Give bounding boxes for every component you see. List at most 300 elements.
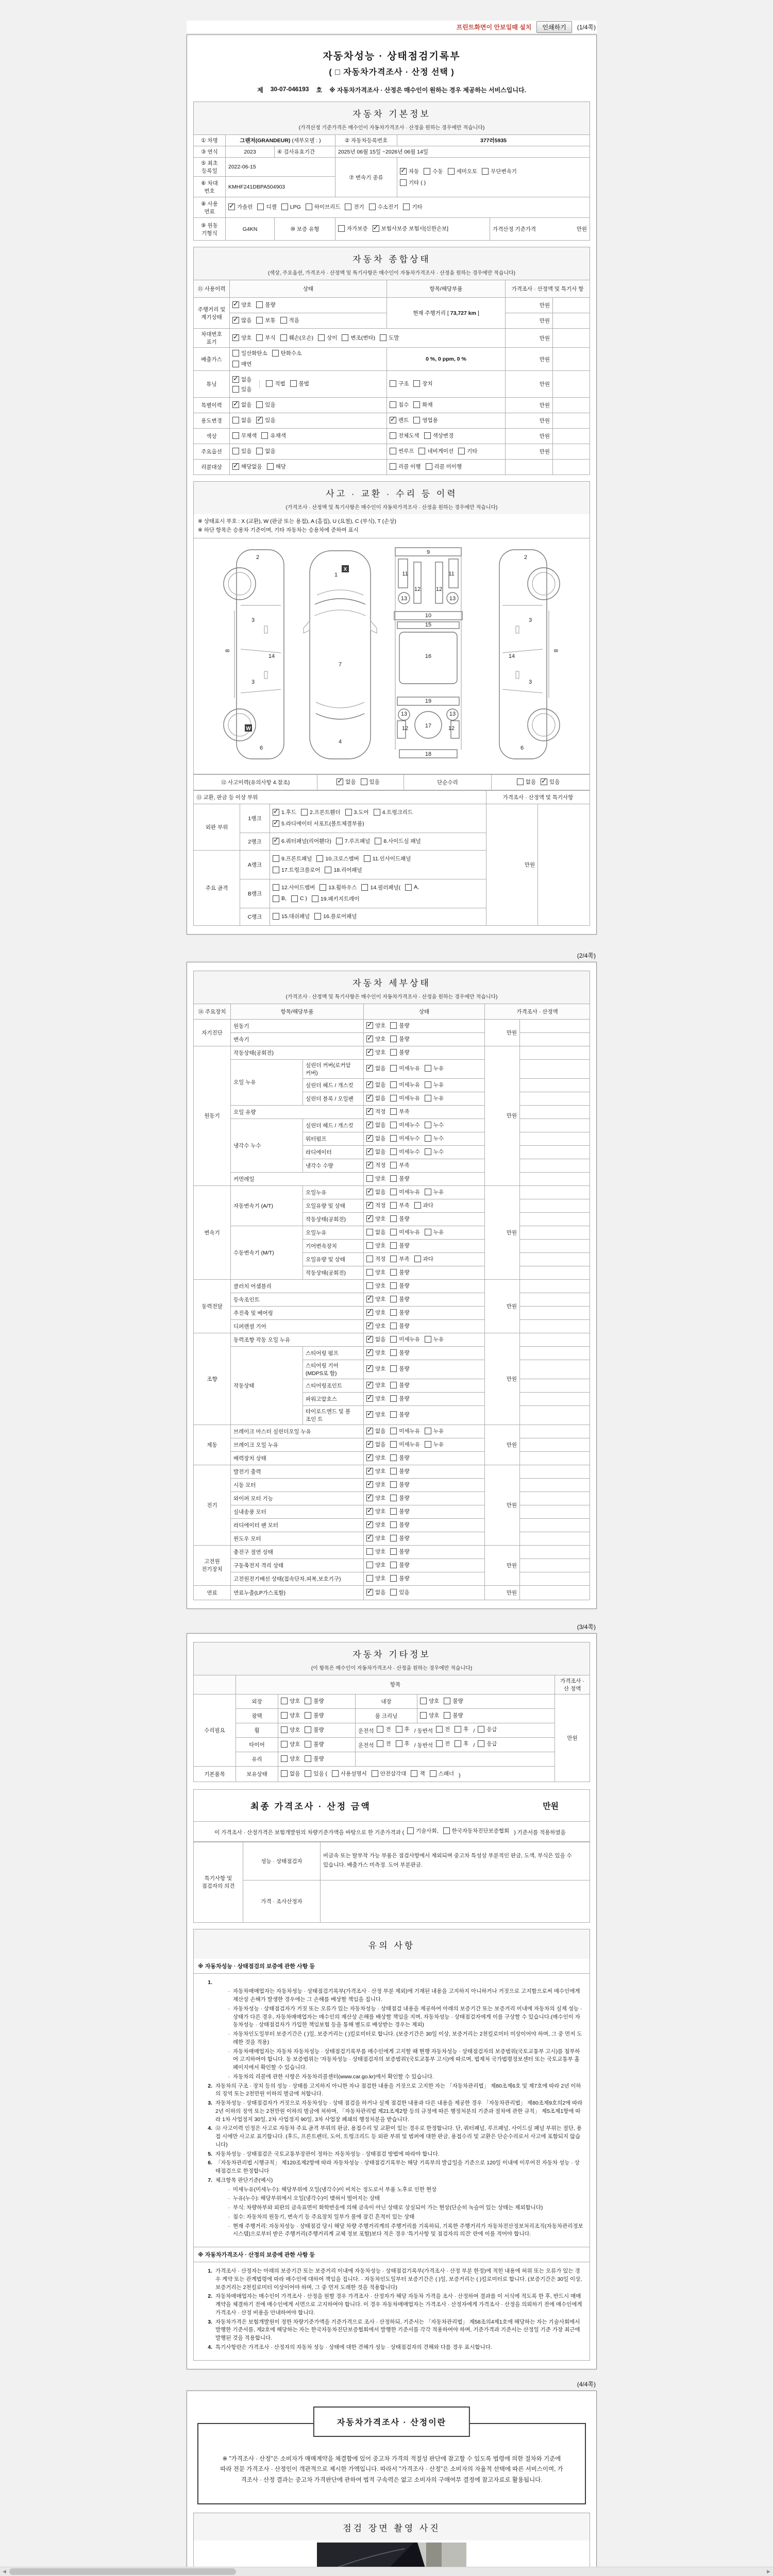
checkbox-option[interactable] [256,401,275,409]
checkbox-option[interactable] [390,1228,420,1236]
checkbox-unchecked-icon[interactable] [396,1726,402,1733]
checkbox-option[interactable] [390,1108,409,1115]
checkbox-checked-icon[interactable] [256,417,263,423]
checkbox-unchecked-icon[interactable] [482,168,489,175]
checkbox-unchecked-icon[interactable] [272,350,279,357]
checkbox-option[interactable] [390,1381,409,1389]
checkbox-unchecked-icon[interactable] [305,1726,311,1733]
checkbox-option[interactable] [390,1534,409,1542]
checkbox-option[interactable] [366,1148,385,1156]
checkbox-option[interactable] [369,203,399,211]
checkbox-checked-icon[interactable] [273,820,279,827]
checkbox-unchecked-icon[interactable] [366,1548,373,1555]
checkbox-option[interactable] [281,1740,300,1748]
checkbox-unchecked-icon[interactable] [455,1740,461,1747]
checkbox-unchecked-icon[interactable] [436,1726,443,1733]
checkbox-option[interactable] [390,1148,420,1156]
checkbox-option[interactable] [375,837,421,845]
checkbox-checked-icon[interactable] [366,1122,373,1128]
checkbox-unchecked-icon[interactable] [425,1189,431,1195]
checkbox-option[interactable] [413,416,438,424]
checkbox-option[interactable] [266,380,285,387]
checkbox-checked-icon[interactable] [232,301,239,308]
checkbox-option[interactable] [256,301,275,309]
checkbox-unchecked-icon[interactable] [411,1770,417,1777]
checkbox-option[interactable] [390,1201,409,1209]
checkbox-option[interactable] [366,1395,385,1402]
checkbox-unchecked-icon[interactable] [390,1365,397,1372]
checkbox-option[interactable] [443,1827,510,1835]
checkbox-unchecked-icon[interactable] [390,1049,397,1056]
checkbox-option[interactable] [390,1427,420,1435]
checkbox-unchecked-icon[interactable] [414,1256,421,1262]
checkbox-unchecked-icon[interactable] [390,1428,397,1434]
checkbox-option[interactable] [377,1725,391,1733]
checkbox-checked-icon[interactable] [366,1336,373,1343]
checkbox-unchecked-icon[interactable] [280,334,287,341]
checkbox-unchecked-icon[interactable] [281,1698,288,1704]
checkbox-unchecked-icon[interactable] [369,204,376,210]
checkbox-option[interactable] [380,334,399,342]
checkbox-checked-icon[interactable] [366,1589,373,1596]
checkbox-option[interactable] [366,1295,385,1303]
checkbox-unchecked-icon[interactable] [390,1135,397,1142]
checkbox-unchecked-icon[interactable] [390,1036,397,1042]
checkbox-unchecked-icon[interactable] [390,1022,397,1029]
checkbox-option[interactable] [458,447,477,455]
checkbox-option[interactable] [390,1548,409,1555]
checkbox-option[interactable] [425,1134,444,1142]
checkbox-option[interactable] [290,380,309,387]
checkbox-option[interactable] [390,1411,409,1418]
checkbox-option[interactable] [291,895,307,902]
checkbox-option[interactable] [366,1427,385,1435]
checkbox-unchecked-icon[interactable] [374,809,380,816]
checkbox-unchecked-icon[interactable] [390,1495,397,1501]
checkbox-checked-icon[interactable] [228,204,235,210]
checkbox-unchecked-icon[interactable] [425,1122,431,1128]
checkbox-option[interactable] [413,380,432,387]
checkbox-option[interactable] [366,1268,385,1276]
checkbox-option[interactable] [232,349,267,357]
checkbox-unchecked-icon[interactable] [407,1827,414,1834]
checkbox-option[interactable] [418,447,453,455]
checkbox-option[interactable] [377,1740,391,1748]
checkbox-unchecked-icon[interactable] [390,1256,397,1262]
checkbox-checked-icon[interactable] [273,838,279,844]
checkbox-unchecked-icon[interactable] [424,432,431,439]
checkbox-checked-icon[interactable] [337,778,343,785]
checkbox-option[interactable] [306,203,341,211]
checkbox-checked-icon[interactable] [366,1411,373,1418]
checkbox-unchecked-icon[interactable] [413,401,420,408]
checkbox-checked-icon[interactable] [541,778,547,785]
checkbox-option[interactable] [407,1827,439,1835]
checkbox-unchecked-icon[interactable] [390,1323,397,1329]
checkbox-option[interactable] [320,884,357,891]
checkbox-unchecked-icon[interactable] [273,867,279,873]
checkbox-option[interactable] [366,1335,385,1343]
checkbox-option[interactable] [273,855,312,862]
checkbox-option[interactable] [390,1255,409,1263]
checkbox-option[interactable] [273,808,296,816]
checkbox-option[interactable] [366,1215,385,1223]
checkbox-unchecked-icon[interactable] [396,1740,402,1747]
checkbox-option[interactable] [390,1161,409,1169]
checkbox-checked-icon[interactable] [366,1323,373,1329]
checkbox-checked-icon[interactable] [366,1135,373,1142]
checkbox-unchecked-icon[interactable] [425,1065,431,1072]
checkbox-option[interactable] [305,1726,324,1734]
checkbox-option[interactable] [390,1048,409,1056]
checkbox-option[interactable] [390,1242,409,1249]
checkbox-unchecked-icon[interactable] [420,1698,427,1704]
checkbox-option[interactable] [257,203,276,211]
checkbox-unchecked-icon[interactable] [380,334,386,341]
checkbox-unchecked-icon[interactable] [425,1336,431,1343]
checkbox-option[interactable] [366,1454,385,1462]
checkbox-checked-icon[interactable] [366,1095,373,1101]
checkbox-unchecked-icon[interactable] [256,301,263,308]
checkbox-unchecked-icon[interactable] [425,1428,431,1434]
checkbox-unchecked-icon[interactable] [320,884,326,891]
checkbox-option[interactable] [305,1755,324,1762]
checkbox-option[interactable] [436,1740,450,1748]
checkbox-option[interactable] [305,1697,324,1705]
checkbox-option[interactable] [478,1740,497,1748]
checkbox-unchecked-icon[interactable] [366,1269,373,1276]
checkbox-option[interactable] [256,316,275,324]
checkbox-option[interactable] [273,895,287,902]
checkbox-unchecked-icon[interactable] [390,1148,397,1155]
checkbox-option[interactable] [390,1134,420,1142]
checkbox-unchecked-icon[interactable] [390,1535,397,1541]
checkbox-checked-icon[interactable] [366,1065,373,1072]
checkbox-checked-icon[interactable] [366,1296,373,1302]
checkbox-unchecked-icon[interactable] [377,1740,383,1747]
checkbox-unchecked-icon[interactable] [413,417,420,423]
checkbox-option[interactable] [305,1770,327,1777]
checkbox-option[interactable] [281,1755,300,1762]
checkbox-unchecked-icon[interactable] [390,463,396,470]
checkbox-unchecked-icon[interactable] [366,1175,373,1182]
checkbox-unchecked-icon[interactable] [405,884,412,891]
checkbox-option[interactable] [261,432,285,439]
checkbox-option[interactable] [366,1064,385,1072]
checkbox-option[interactable] [373,225,448,232]
checkbox-unchecked-icon[interactable] [345,204,351,210]
checkbox-unchecked-icon[interactable] [390,1122,397,1128]
checkbox-unchecked-icon[interactable] [390,1309,397,1316]
checkbox-unchecked-icon[interactable] [390,1229,397,1235]
checkbox-option[interactable] [390,1454,409,1462]
checkbox-option[interactable] [444,1711,463,1719]
checkbox-option[interactable] [390,1467,409,1475]
checkbox-option[interactable] [366,1188,385,1196]
checkbox-option[interactable] [366,1094,385,1102]
checkbox-option[interactable] [390,1309,409,1316]
checkbox-unchecked-icon[interactable] [390,1575,397,1582]
checkbox-option[interactable] [273,837,331,845]
checkbox-unchecked-icon[interactable] [305,1755,311,1762]
checkbox-unchecked-icon[interactable] [390,1215,397,1222]
checkbox-option[interactable] [390,1322,409,1330]
checkbox-option[interactable] [390,1561,409,1569]
checkbox-unchecked-icon[interactable] [305,1741,311,1748]
checkbox-unchecked-icon[interactable] [517,778,524,785]
checkbox-option[interactable] [232,432,257,439]
checkbox-option[interactable] [232,416,251,424]
checkbox-option[interactable] [541,778,560,786]
checkbox-option[interactable] [372,1770,407,1777]
checkbox-unchecked-icon[interactable] [425,1081,431,1088]
checkbox-unchecked-icon[interactable] [281,1770,288,1777]
checkbox-unchecked-icon[interactable] [424,168,430,175]
checkbox-unchecked-icon[interactable] [305,1770,311,1777]
checkbox-option[interactable] [405,884,419,891]
checkbox-option[interactable] [312,895,359,903]
checkbox-unchecked-icon[interactable] [290,380,297,387]
horizontal-scrollbar[interactable] [0,2567,773,2576]
checkbox-option[interactable] [430,1770,454,1777]
checkbox-option[interactable] [366,1467,385,1475]
checkbox-option[interactable] [444,1697,463,1705]
checkbox-unchecked-icon[interactable] [305,1712,311,1719]
checkbox-option[interactable] [366,1228,385,1236]
checkbox-option[interactable] [425,1064,444,1072]
checkbox-option[interactable] [316,855,359,862]
checkbox-option[interactable] [342,334,375,342]
checkbox-option[interactable] [390,401,409,409]
checkbox-unchecked-icon[interactable] [390,1508,397,1515]
checkbox-option[interactable] [281,1697,300,1705]
checkbox-unchecked-icon[interactable] [444,1698,450,1704]
checkbox-option[interactable] [267,463,286,470]
checkbox-unchecked-icon[interactable] [366,1229,373,1235]
checkbox-option[interactable] [273,884,315,891]
checkbox-option[interactable] [366,1048,385,1056]
checkbox-unchecked-icon[interactable] [430,1770,436,1777]
checkbox-unchecked-icon[interactable] [455,1726,461,1733]
checkbox-unchecked-icon[interactable] [390,1468,397,1475]
checkbox-checked-icon[interactable] [273,809,279,816]
checkbox-option[interactable] [345,203,364,211]
checkbox-option[interactable] [425,1335,444,1343]
checkbox-option[interactable] [400,179,426,187]
checkbox-option[interactable] [390,1481,409,1488]
checkbox-unchecked-icon[interactable] [390,1162,397,1168]
checkbox-option[interactable] [424,167,443,175]
checkbox-unchecked-icon[interactable] [306,204,312,210]
checkbox-unchecked-icon[interactable] [390,1269,397,1276]
checkbox-checked-icon[interactable] [366,1148,373,1155]
checkbox-option[interactable] [403,203,422,211]
checkbox-unchecked-icon[interactable] [273,895,279,902]
checkbox-option[interactable] [425,1121,444,1129]
checkbox-option[interactable] [366,1534,385,1542]
checkbox-option[interactable] [366,1309,385,1316]
checkbox-unchecked-icon[interactable] [256,317,263,324]
checkbox-unchecked-icon[interactable] [390,1095,397,1101]
checkbox-unchecked-icon[interactable] [443,1827,450,1834]
checkbox-checked-icon[interactable] [366,1309,373,1316]
checkbox-option[interactable] [396,1725,410,1733]
checkbox-unchecked-icon[interactable] [458,448,465,454]
checkbox-checked-icon[interactable] [232,401,239,408]
checkbox-option[interactable] [390,1588,409,1596]
checkbox-unchecked-icon[interactable] [390,1562,397,1568]
checkbox-unchecked-icon[interactable] [377,1726,383,1733]
checkbox-checked-icon[interactable] [390,417,396,423]
checkbox-option[interactable] [400,167,419,175]
scroll-right-arrow[interactable]: ▶ [764,2567,773,2576]
checkbox-option[interactable] [281,204,301,210]
checkbox-unchecked-icon[interactable] [338,225,345,232]
checkbox-option[interactable] [366,1322,385,1330]
checkbox-unchecked-icon[interactable] [390,1175,397,1182]
checkbox-option[interactable] [366,1548,385,1555]
checkbox-unchecked-icon[interactable] [342,334,348,341]
checkbox-option[interactable] [366,1411,385,1418]
checkbox-unchecked-icon[interactable] [366,1256,373,1262]
checkbox-option[interactable] [280,316,299,324]
checkbox-option[interactable] [517,778,536,786]
checkbox-unchecked-icon[interactable] [426,463,432,470]
checkbox-unchecked-icon[interactable] [273,884,279,891]
checkbox-option[interactable] [273,866,320,874]
checkbox-option[interactable] [281,1711,300,1719]
checkbox-option[interactable] [390,1282,409,1290]
checkbox-checked-icon[interactable] [232,463,239,470]
checkbox-checked-icon[interactable] [366,1382,373,1388]
checkbox-option[interactable] [232,401,251,409]
checkbox-option[interactable] [256,334,275,342]
checkbox-unchecked-icon[interactable] [345,809,352,816]
checkbox-checked-icon[interactable] [366,1508,373,1515]
checkbox-unchecked-icon[interactable] [318,334,325,341]
checkbox-option[interactable] [361,778,380,786]
checkbox-unchecked-icon[interactable] [257,204,264,210]
checkbox-option[interactable] [455,1740,468,1748]
checkbox-option[interactable] [390,463,421,470]
checkbox-option[interactable] [366,1022,385,1029]
checkbox-option[interactable] [366,1365,385,1372]
checkbox-option[interactable] [396,1740,410,1748]
checkbox-option[interactable] [332,1770,367,1777]
checkbox-unchecked-icon[interactable] [390,432,396,439]
checkbox-option[interactable] [411,1770,425,1777]
checkbox-option[interactable] [390,416,409,424]
checkbox-option[interactable] [366,1494,385,1502]
checkbox-checked-icon[interactable] [366,1441,373,1448]
checkbox-option[interactable] [256,447,275,455]
checkbox-unchecked-icon[interactable] [266,380,273,387]
checkbox-unchecked-icon[interactable] [390,1411,397,1418]
checkbox-option[interactable] [425,1148,444,1156]
checkbox-unchecked-icon[interactable] [390,1481,397,1488]
checkbox-option[interactable] [305,1711,324,1719]
checkbox-option[interactable] [425,1188,444,1196]
checkbox-option[interactable] [390,1349,409,1357]
checkbox-unchecked-icon[interactable] [390,380,396,387]
checkbox-option[interactable] [390,1440,420,1448]
checkbox-checked-icon[interactable] [232,317,239,324]
checkbox-option[interactable] [366,1108,385,1115]
checkbox-option[interactable] [345,808,369,816]
checkbox-unchecked-icon[interactable] [261,432,268,439]
checkbox-option[interactable] [390,432,419,439]
checkbox-option[interactable] [425,1427,444,1435]
checkbox-option[interactable] [318,334,337,342]
checkbox-option[interactable] [366,1574,385,1582]
checkbox-option[interactable] [232,447,251,455]
checkbox-checked-icon[interactable] [366,1349,373,1356]
checkbox-unchecked-icon[interactable] [267,463,274,470]
checkbox-checked-icon[interactable] [366,1454,373,1461]
checkbox-option[interactable] [390,1175,409,1182]
checkbox-unchecked-icon[interactable] [372,1770,378,1777]
checkbox-option[interactable] [366,1175,385,1182]
checkbox-option[interactable] [390,1494,409,1502]
checkbox-unchecked-icon[interactable] [390,448,396,454]
checkbox-unchecked-icon[interactable] [232,448,239,454]
checkbox-unchecked-icon[interactable] [332,1770,339,1777]
checkbox-unchecked-icon[interactable] [390,1081,397,1088]
checkbox-option[interactable] [273,912,310,920]
checkbox-unchecked-icon[interactable] [316,855,323,862]
checkbox-unchecked-icon[interactable] [390,1548,397,1555]
checkbox-unchecked-icon[interactable] [256,401,263,408]
checkbox-unchecked-icon[interactable] [390,1189,397,1195]
checkbox-unchecked-icon[interactable] [390,1296,397,1302]
checkbox-unchecked-icon[interactable] [281,204,288,210]
checkbox-option[interactable] [390,1507,409,1515]
checkbox-checked-icon[interactable] [400,168,407,175]
checkbox-unchecked-icon[interactable] [361,884,368,891]
checkbox-option[interactable] [390,1064,420,1072]
checkbox-option[interactable] [232,301,251,309]
checkbox-option[interactable] [425,1094,444,1102]
checkbox-option[interactable] [366,1242,385,1249]
checkbox-unchecked-icon[interactable] [232,386,239,393]
checkbox-checked-icon[interactable] [366,1495,373,1501]
checkbox-option[interactable] [390,1081,420,1089]
checkbox-option[interactable] [366,1201,385,1209]
checkbox-option[interactable] [314,912,357,920]
checkbox-option[interactable] [366,1521,385,1529]
checkbox-unchecked-icon[interactable] [281,1755,288,1762]
checkbox-unchecked-icon[interactable] [390,1108,397,1115]
checkbox-option[interactable] [424,432,454,439]
checkbox-unchecked-icon[interactable] [312,895,318,902]
checkbox-unchecked-icon[interactable] [478,1740,484,1747]
checkbox-option[interactable] [336,837,370,845]
checkbox-option[interactable] [281,1770,300,1777]
checkbox-unchecked-icon[interactable] [280,317,287,324]
checkbox-option[interactable] [366,1161,385,1169]
checkbox-unchecked-icon[interactable] [390,401,396,408]
checkbox-checked-icon[interactable] [366,1049,373,1056]
checkbox-unchecked-icon[interactable] [390,1521,397,1528]
checkbox-unchecked-icon[interactable] [425,1135,431,1142]
checkbox-option[interactable] [390,1365,409,1372]
checkbox-option[interactable] [390,380,409,387]
checkbox-option[interactable] [413,401,432,409]
checkbox-checked-icon[interactable] [366,1162,373,1168]
checkbox-option[interactable] [273,820,364,827]
checkbox-unchecked-icon[interactable] [390,1202,397,1209]
checkbox-unchecked-icon[interactable] [366,1282,373,1289]
